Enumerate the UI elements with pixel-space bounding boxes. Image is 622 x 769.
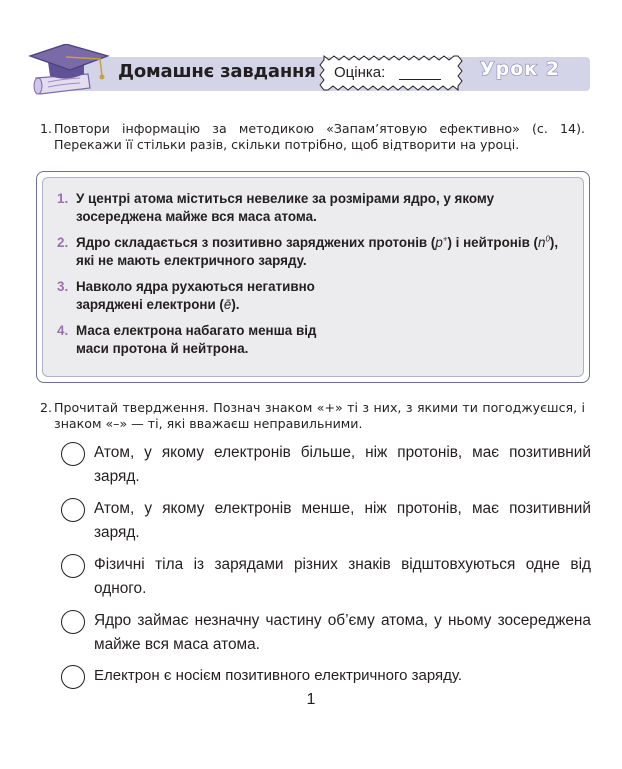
task-2-number: 2. xyxy=(40,400,53,415)
statement-item xyxy=(61,609,591,659)
fact-text-part: Навколо ядра рухаються негативно заряджені електрони ( xyxy=(76,279,315,312)
memory-box-inner xyxy=(42,177,584,377)
statement-item xyxy=(61,497,591,547)
statement-item xyxy=(61,441,591,491)
neutron-charge: 0 xyxy=(545,234,550,244)
fact-text-part: ). xyxy=(231,297,240,312)
graduation-cap-icon xyxy=(22,44,122,98)
answer-circle[interactable] xyxy=(61,498,85,522)
memory-box xyxy=(36,171,590,383)
fact-text xyxy=(76,234,577,270)
task-1-number: 1. xyxy=(40,121,53,136)
fact-text-part: ), які не мають електричного заряду. xyxy=(76,235,559,268)
statement-text: Атом, у якому електронів більше, ніж протонів, має позитивний заряд. xyxy=(94,444,591,485)
neutron-symbol: n xyxy=(538,235,546,250)
answer-circle[interactable] xyxy=(61,554,85,578)
electron-symbol: ē xyxy=(223,297,232,312)
statement-item xyxy=(61,664,591,690)
statement-text: Електрон є носієм позитивного електричного заряду. xyxy=(94,667,463,684)
answer-circle[interactable] xyxy=(61,442,85,466)
homework-title: Домашнє завдання xyxy=(118,61,316,82)
fact-number: 3. xyxy=(57,279,69,294)
page-number: 1 xyxy=(306,691,316,708)
fact-number: 2. xyxy=(57,235,69,250)
lesson-label: Урок 2 xyxy=(480,58,561,80)
fact-item xyxy=(57,190,577,226)
task-2-text: Прочитай твердження. Познач знаком «+» ті з них, з якими ти погоджуєшся, і знаком «–» — ті, які вважаєш неправильними. xyxy=(54,400,585,431)
task-1-text: Повтори інформацію за методикою «Запам’ятовую ефективно» (с. 14). Перекажи її стільки разів, скільки потрібно, щоб відтворити на уроці. xyxy=(54,121,585,152)
answer-circle[interactable] xyxy=(61,610,85,634)
statement-text: Ядро займає незначну частину об’єму атома, у ньому зосереджена майже вся маса атома. xyxy=(94,612,591,653)
proton-charge: + xyxy=(442,234,448,244)
task-1 xyxy=(40,121,585,153)
fact-item xyxy=(57,322,317,358)
grade-field xyxy=(312,53,470,93)
fact-text-part: Ядро складається з позитивно заряджених протонів ( xyxy=(76,235,436,250)
fact-text: У центрі атома міститься невелике за розмірами ядро, у якому зосереджена майже вся маса атома. xyxy=(76,191,495,224)
fact-text xyxy=(76,278,357,314)
grade-label: Оцінка: xyxy=(334,64,386,81)
fact-number: 4. xyxy=(57,323,69,338)
fact-text: Маса електрона набагато менша від маси протона й нейтрона. xyxy=(76,323,317,356)
statement-item xyxy=(61,553,591,603)
homework-header xyxy=(22,44,590,98)
fact-item xyxy=(57,234,577,270)
grade-blank-line[interactable] xyxy=(399,79,441,80)
proton-symbol: p xyxy=(435,235,443,250)
fact-text-part: ) і нейтронів ( xyxy=(447,235,538,250)
fact-item xyxy=(57,278,357,314)
statement-text: Фізичні тіла із зарядами різних знаків відштовхуються одне від одного. xyxy=(94,556,591,597)
answer-circle[interactable] xyxy=(61,665,85,689)
fact-number: 1. xyxy=(57,191,69,206)
task-2 xyxy=(40,400,585,432)
statement-text: Атом, у якому електронів менше, ніж протонів, має позитивний заряд. xyxy=(94,500,591,541)
